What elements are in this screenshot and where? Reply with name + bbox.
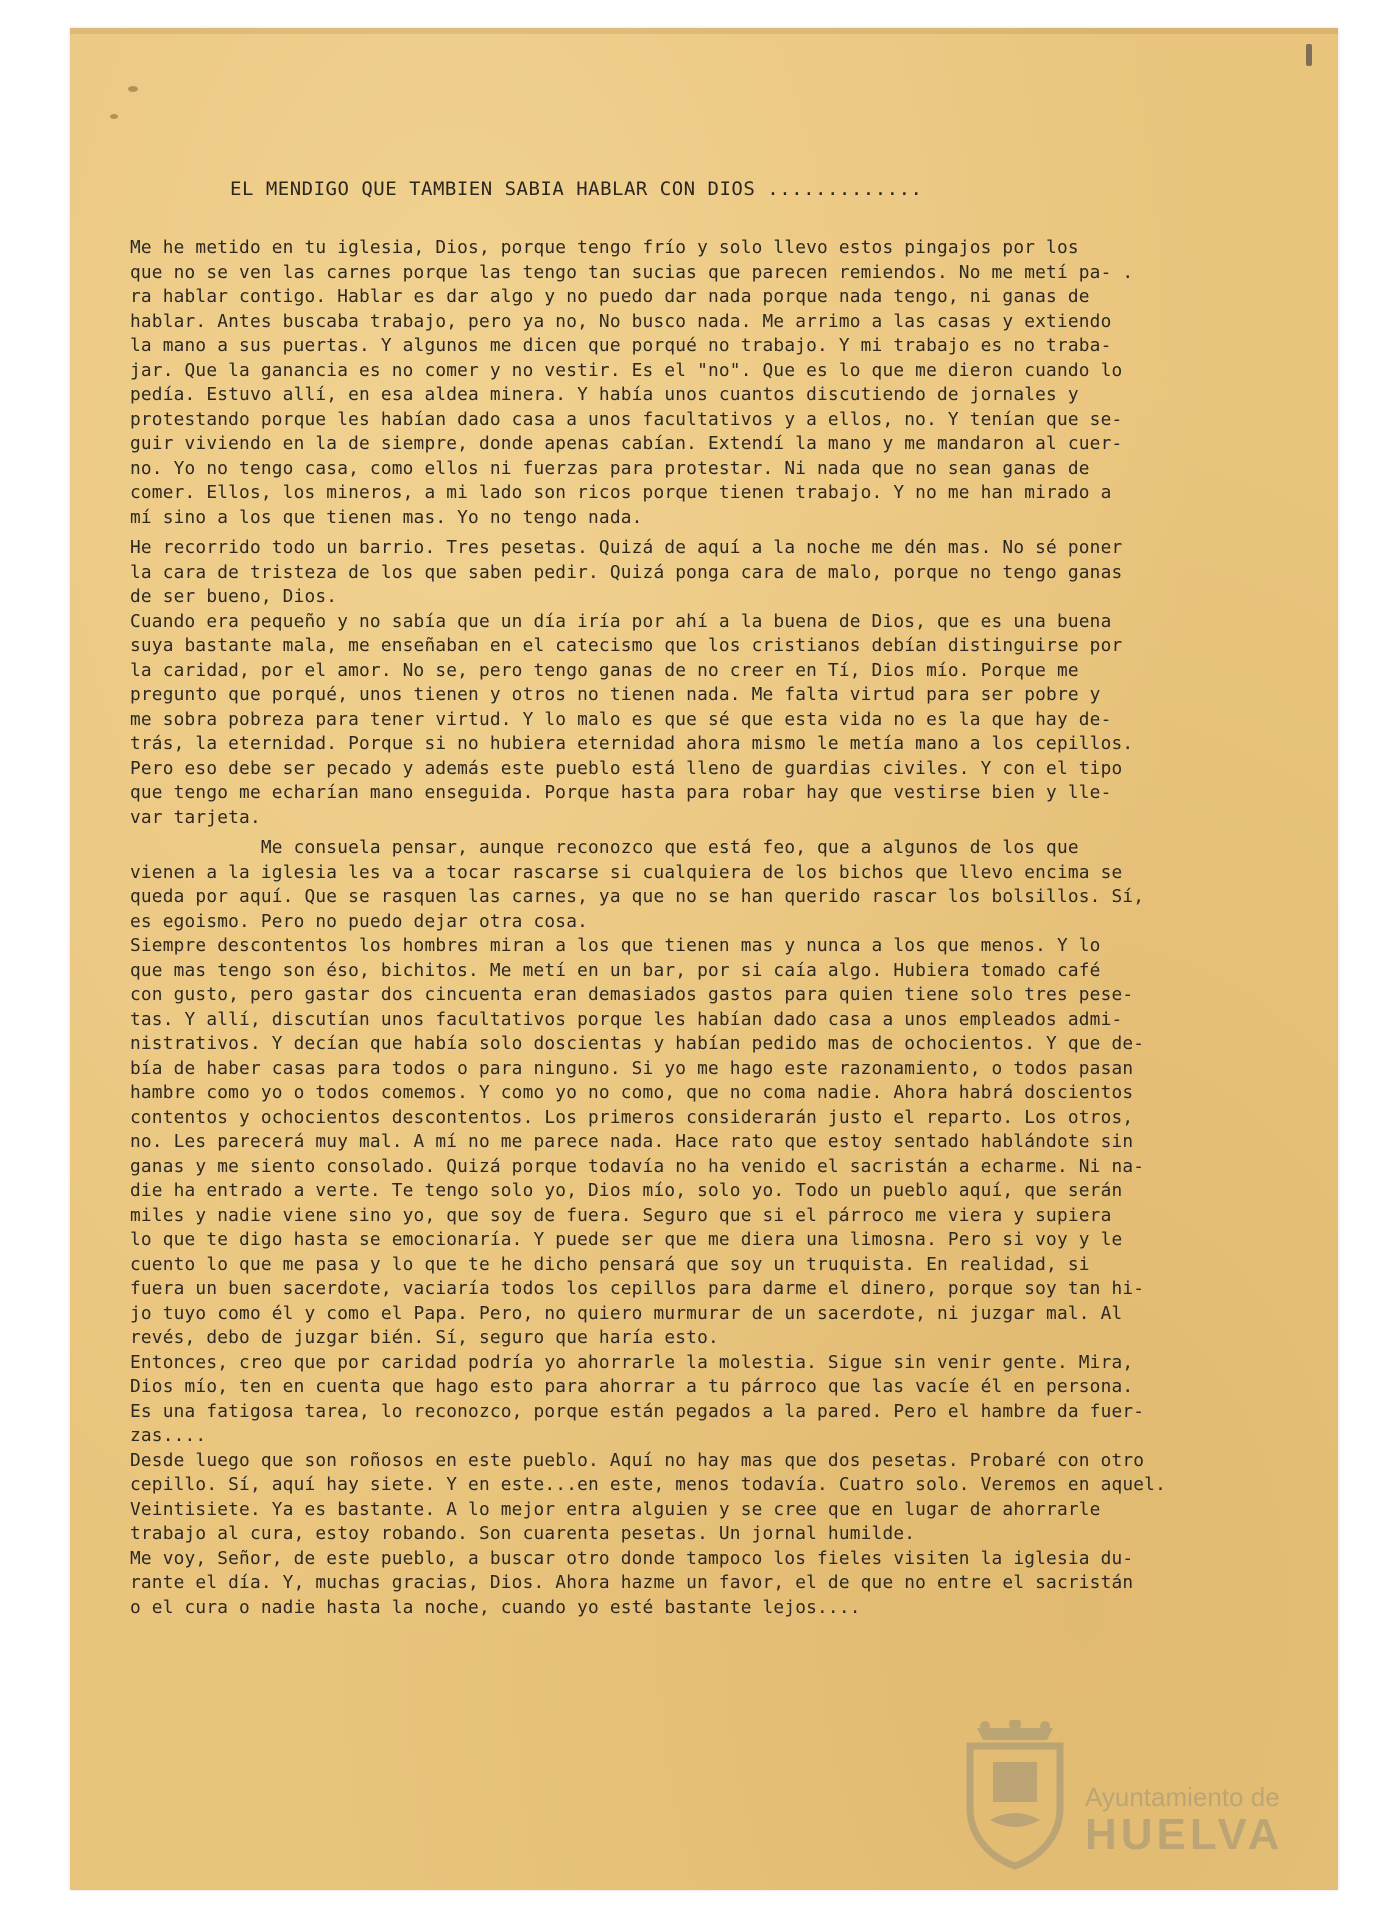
text-line: no. Yo no tengo casa, como ellos ni fuerzas para protestar. Ni nada que no sean ganas de: [130, 457, 1090, 479]
text-line: Me consuela pensar, aunque reconozco que está feo, que a algunos de los que: [130, 837, 1079, 858]
text-line: comer. Ellos, los mineros, a mi lado son ricos porque tienen trabajo. Y no me han mirado a: [130, 482, 1112, 503]
paper-damage-mark: [128, 86, 138, 92]
text-line: tas. Y allí, discutían unos facultativos porque les habían dado casa a unos empleados admi-: [130, 1008, 1123, 1030]
text-line: jar. Que la ganancia es no comer y no vestir. Es el "no". Que es lo que me dieron cuando lo: [130, 359, 1123, 381]
text-line: jo tuyo como él y como el Papa. Pero, no quiero murmurar de un sacerdote, ni juzgar mal. Al: [130, 1302, 1123, 1324]
text-line: con gusto, pero gastar dos cincuenta eran demasiados gastos para quien tiene solo tres pese-: [130, 984, 1134, 1005]
text-line: Veintisiete. Ya es bastante. A lo mejor entra alguien y se cree que en lugar de ahorrarle: [130, 1498, 1101, 1520]
text-line: pregunto que porqué, unos tienen y otros no tienen nada. Me falta virtud para ser pobre y: [130, 684, 1101, 705]
text-line: Me voy, Señor, de este pueblo, a buscar otro donde tampoco los fieles visiten la iglesia du-: [130, 1547, 1134, 1569]
text-line: me sobra pobreza para tener virtud. Y lo malo es que sé que esta vida no es la que hay de-: [130, 708, 1112, 730]
text-line: miles y nadie viene sino yo, que soy de fuera. Seguro que si el párroco me viera y supiera: [130, 1204, 1112, 1226]
text-line: nistrativos. Y decían que había solo doscientas y habían pedido mas de ochocientos. Y que de-: [130, 1033, 1145, 1054]
document-body: [130, 236, 1310, 1620]
text-line: ganas y me siento consolado. Quizá porque todavía no ha venido el sacristán a echarme. Ni na-: [130, 1155, 1145, 1177]
text-line: revés, debo de juzgar bién. Sí, seguro que haría esto.: [130, 1327, 719, 1348]
coat-of-arms-icon: [955, 1720, 1075, 1870]
text-line: que tengo me echarían mano enseguida. Porque hasta para robar hay que vestirse bien y lle-: [130, 782, 1112, 803]
text-line: queda por aquí. Que se rasquen las carnes, ya que no se han querido rascar los bolsillos. Sí,: [130, 886, 1145, 907]
watermark-org-line2: HUELVA: [1085, 1810, 1284, 1859]
text-line: Cuando era pequeño y no sabía que un día iría por ahí a la buena de Dios, que es una buena: [130, 610, 1112, 632]
text-line: Es una fatigosa tarea, lo reconozco, porque están pegados a la pared. Pero el hambre da fuer-: [130, 1400, 1145, 1422]
text-line: la mano a sus puertas. Y algunos me dicen que porqué no trabajo. Y mi trabajo es no traba-: [130, 335, 1112, 356]
text-line: He recorrido todo un barrio. Tres pesetas. Quizá de aquí a la noche me dén mas. No sé poner: [130, 537, 1123, 558]
watermark-logo: [955, 1720, 1305, 1870]
text-line: suya bastante mala, me enseñaban en el catecismo que los cristianos debían distinguirse por: [130, 635, 1123, 656]
text-line: die ha entrado a verte. Te tengo solo yo, Dios mío, solo yo. Todo un pueblo aquí, que serán: [130, 1180, 1123, 1201]
text-line: que no se ven las carnes porque las tengo tan sucias que parecen remiendos. No me metí pa- .: [130, 261, 1134, 283]
text-line: Desde luego que son roñosos en este pueblo. Aquí no hay mas que dos pesetas. Probaré con otro: [130, 1449, 1145, 1471]
text-line: contentos y ochocientos descontentos. Los primeros considerarán justo el reparto. Los otros,: [130, 1106, 1134, 1128]
text-line: hambre como yo o todos comemos. Y como yo no como, que no coma nadie. Ahora habrá doscientos: [130, 1082, 1134, 1103]
text-line: o el cura o nadie hasta la noche, cuando yo esté bastante lejos....: [130, 1596, 861, 1618]
text-line: Me he metido en tu iglesia, Dios, porque tengo frío y solo llevo estos pingajos por los: [130, 237, 1079, 258]
document-sheet: [70, 28, 1338, 1890]
text-line: no. Les parecerá muy mal. A mí no me parece nada. Hace rato que estoy sentado hablándote sin: [130, 1131, 1134, 1152]
text-line: Siempre descontentos los hombres miran a los que tienen mas y nunca a los que menos. Y lo: [130, 935, 1101, 956]
text-line: Dios mío, ten en cuenta que hago esto para ahorrar a tu párroco que las vacíe él en persona.: [130, 1376, 1134, 1397]
text-line: protestando porque les habían dado casa a unos facultativos y a ellos, no. Y tenían que se-: [130, 408, 1123, 430]
text-line: de ser bueno, Dios.: [130, 586, 338, 607]
text-line: pedía. Estuvo allí, en esa aldea minera. Y había unos cuantos discutiendo de jornales y: [130, 384, 1079, 405]
text-line: cepillo. Sí, aquí hay siete. Y en este...en este, menos todavía. Cuatro solo. Veremos en aquel.: [130, 1474, 1166, 1495]
text-line: bía de haber casas para todos o para ninguno. Si yo me hago este razonamiento, o todos pasan: [130, 1057, 1134, 1079]
text-line: cuento lo que me pasa y lo que te he dicho pensará que soy un truquista. En realidad, si: [130, 1253, 1090, 1275]
text-line: var tarjeta.: [130, 806, 261, 828]
text-line: ra hablar contigo. Hablar es dar algo y no puedo dar nada porque nada tengo, ni ganas de: [130, 286, 1090, 307]
document-title: EL MENDIGO QUE TAMBIEN SABIA HABLAR CON DIOS .............: [230, 178, 923, 200]
paper-damage-mark: [1306, 44, 1312, 66]
text-line: la caridad, por el amor. No se, pero tengo ganas de no creer en Tí, Dios mío. Porque me: [130, 659, 1079, 681]
text-line: es egoismo. Pero no puedo dejar otra cosa.: [130, 910, 589, 932]
text-line: zas....: [130, 1425, 207, 1446]
text-line: rante el día. Y, muchas gracias, Dios. Ahora hazme un favor, el de que no entre el sacristán: [130, 1572, 1134, 1593]
text-line: guir viviendo en la de siempre, donde apenas cabían. Extendí la mano y me mandaron al cuer-: [130, 433, 1123, 454]
text-line: hablar. Antes buscaba trabajo, pero ya no, No busco nada. Me arrimo a las casas y extiendo: [130, 310, 1112, 332]
text-line: fuera un buen sacerdote, vaciaría todos los cepillos para darme el dinero, porque soy tan hi-: [130, 1278, 1145, 1299]
text-line: Pero eso debe ser pecado y además este pueblo está lleno de guardias civiles. Y con el tipo: [130, 757, 1123, 779]
text-line: trás, la eternidad. Porque si no hubiera eternidad ahora mismo le metía mano a los cepillos.: [130, 733, 1134, 754]
text-line: que mas tengo son éso, bichitos. Me metí en un bar, por si caía algo. Hubiera tomado café: [130, 959, 1101, 981]
watermark-org-line1: Ayuntamiento de: [1085, 1782, 1280, 1812]
text-line: mí sino a los que tienen mas. Yo no tengo nada.: [130, 506, 643, 528]
text-line: la cara de tristeza de los que saben pedir. Quizá ponga cara de malo, porque no tengo ganas: [130, 561, 1123, 583]
text-line: vienen a la iglesia les va a tocar rascarse si cualquiera de los bichos que llevo encima se: [130, 861, 1123, 883]
text-line: Entonces, creo que por caridad podría yo ahorrarle la molestia. Sigue sin venir gente. Mira,: [130, 1351, 1134, 1373]
paper-damage-mark: [110, 114, 118, 119]
text-line: trabajo al cura, estoy robando. Son cuarenta pesetas. Un jornal humilde.: [130, 1523, 916, 1544]
text-line: lo que te digo hasta se emocionaría. Y puede ser que me diera una limosna. Pero si voy y le: [130, 1229, 1123, 1250]
